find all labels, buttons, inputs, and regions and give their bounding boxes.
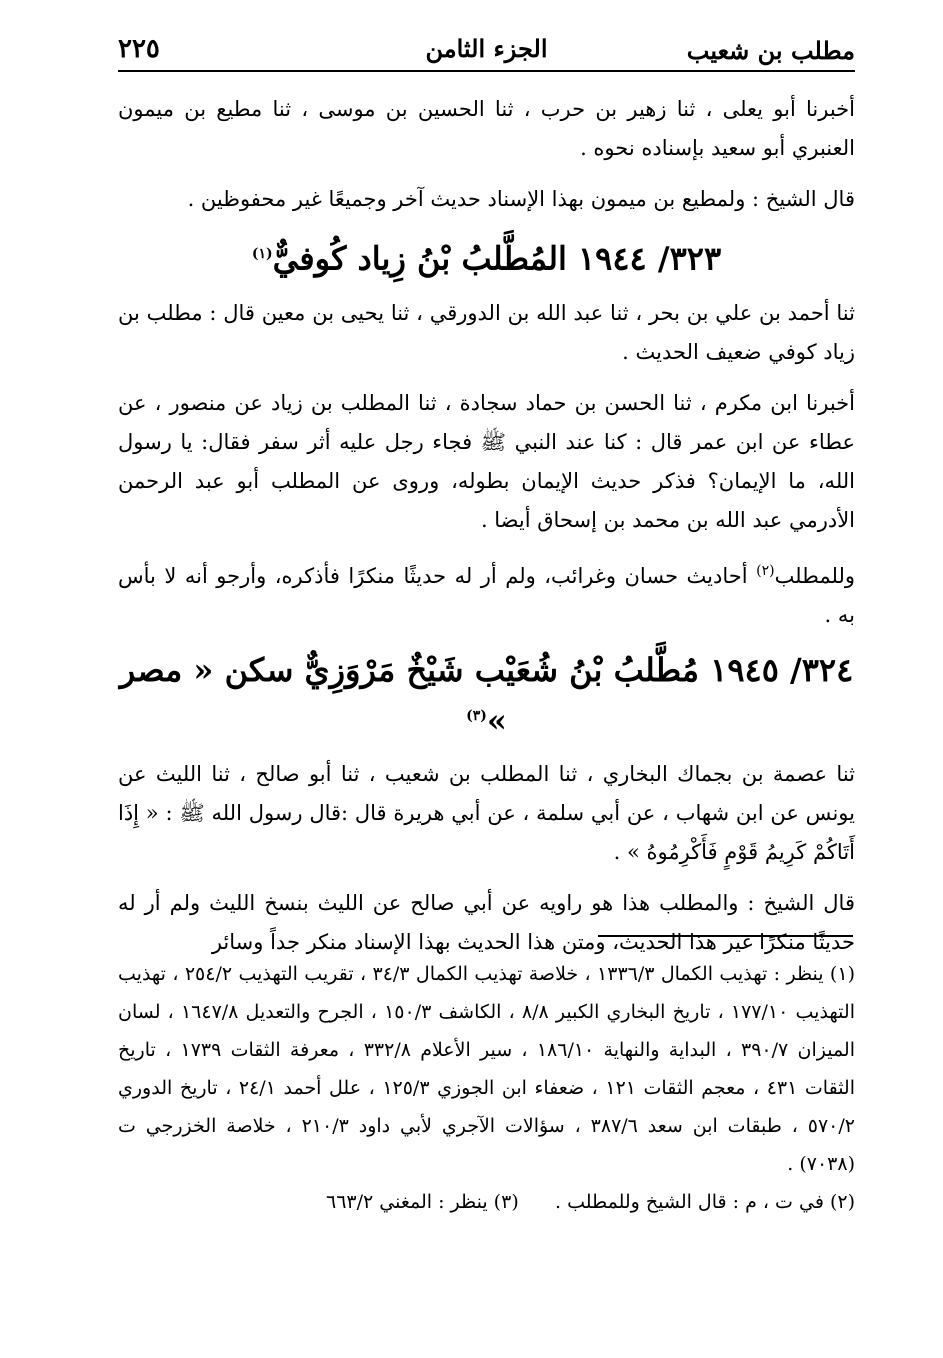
footnote-ref-1: (١): [251, 246, 273, 262]
paragraph-5-rest: أحاديث حسان وغرائب، ولم أر له حديثًا منكرًا فأذكره، وأرجو أنه لا بأس به .: [118, 563, 855, 627]
paragraph-1: أخبرنا أبو يعلى ، ثنا زهير بن حرب ، ثنا الحسين بن موسى ، ثنا مطيع بن ميمون العنبري أبو سعيد بإسناده نحوه .: [118, 97, 855, 160]
paragraph-2: قال الشيخ : ولمطيع بن ميمون بهذا الإسناد حديث آخر وجميعًا غير محفوظين .: [187, 187, 855, 211]
paragraph-7: قال الشيخ : والمطلب هذا هو راويه عن أبي صالح عن الليث بنسخ الليث ولم أر له حديثًا منكرًا غير هذا الحديث، ومتن هذا الحديث بهذا الإسناد منكر جداً وسائر: [118, 891, 855, 955]
paragraph-5-start: وللمطلب: [774, 563, 855, 588]
header-chapter-title: مطلب بن شعيب: [686, 36, 855, 65]
running-header: [118, 30, 855, 72]
footnote-3: (٣) ينظر : المغني ٦٦٣/٢: [326, 1191, 519, 1213]
footnotes-2-3: [118, 1183, 855, 1221]
page-number: ٢٢٥: [118, 34, 160, 64]
entry-heading-323: [118, 231, 855, 282]
paragraph-3: ثنا أحمد بن علي بن بحر ، ثنا عبد الله بن الدورقي ، ثنا يحيى بن معين قال : مطلب بن زياد كوفي ضعيف الحديث .: [118, 300, 855, 364]
footnote-2: (٢) في ت ، م : قال الشيخ وللمطلب .: [554, 1191, 855, 1213]
header-volume-title: الجزء الثامن: [425, 34, 548, 63]
paragraph-5: [118, 552, 855, 635]
footnote-1: (١) ينظر : تهذيب الكمال ١٣٣٦/٣ ، خلاصة تهذيب الكمال ٣٤/٣ ، تقريب التهذيب ٢٥٤/٢ ، تهذيب التهذيب ١٧٧/١٠ ، تاريخ البخاري الكبير ٨/٨ ، الكاشف ١٥٠/٣ ، الجرح والتعديل ١٦٤٧/٨ ، لسان الميزان ٣٩٠/٧ ، البداية والنهاية ١٨٦/١٠ ، سير الأعلام ٣٣٢/٨ ، معرفة الثقات ١٧٣٩ ، تاريخ الثقات ٤٣١ ، معجم الثقات ١٢١ ، ضعفاء ابن الجوزي ١٢٥/٣ ، علل أحمد ٢٤/١ ، تاريخ الدوري ٥٧٠/٢ ، طبقات ابن سعد ٣٨٧/٦ ، سؤالات الآجري لأبي داود ٢١٠/٣ ، خلاصة الخزرجي ت (٧٠٣٨) .: [118, 963, 856, 1175]
entry-heading-324: [118, 647, 855, 744]
footnote-ref-3: (٣): [466, 707, 487, 724]
footnotes: [118, 955, 855, 1221]
footnote-ref-2: (٢): [756, 562, 775, 579]
main-text: [118, 90, 855, 974]
entry-heading-323-text: ٣٢٣/ ١٩٤٤ المُطَّلبُ بْنُ زِياد كُوفيٌّ: [272, 239, 722, 278]
entry-heading-324-text: ٣٢٤/ ١٩٤٥ مُطَّلبُ بْنُ شُعَيْب شَيْخٌ مَرْوَزِيٌّ سكن « مصر »: [119, 650, 854, 740]
paragraph-6: ثنا عصمة بن بجماك البخاري ، ثنا المطلب بن شعيب ، ثنا أبو صالح ، ثنا الليث عن يونس عن ابن شهاب ، عن أبي سلمة ، عن أبي هريرة قال :قال رسول الله ﷺ : « إِذَا أَتَاكُمْ كَرِيمُ قَوْمٍ فَأَكْرِمُوهُ » .: [118, 762, 855, 865]
footnote-divider: [598, 935, 853, 937]
paragraph-4: أخبرنا ابن مكرم ، ثنا الحسن بن حماد سجادة ، ثنا المطلب بن زياد عن منصور ، عن عطاء عن ابن عمر قال : كنا عند النبي ﷺ فجاء رجل عليه أثر سفر فقال: يا رسول الله، ما الإيمان؟ فذكر حديث الإيمان بطوله، وروى عن المطلب أبو عبد الرحمن الأدرمي عبد الله بن محمد بن إسحاق أيضا .: [118, 390, 855, 532]
